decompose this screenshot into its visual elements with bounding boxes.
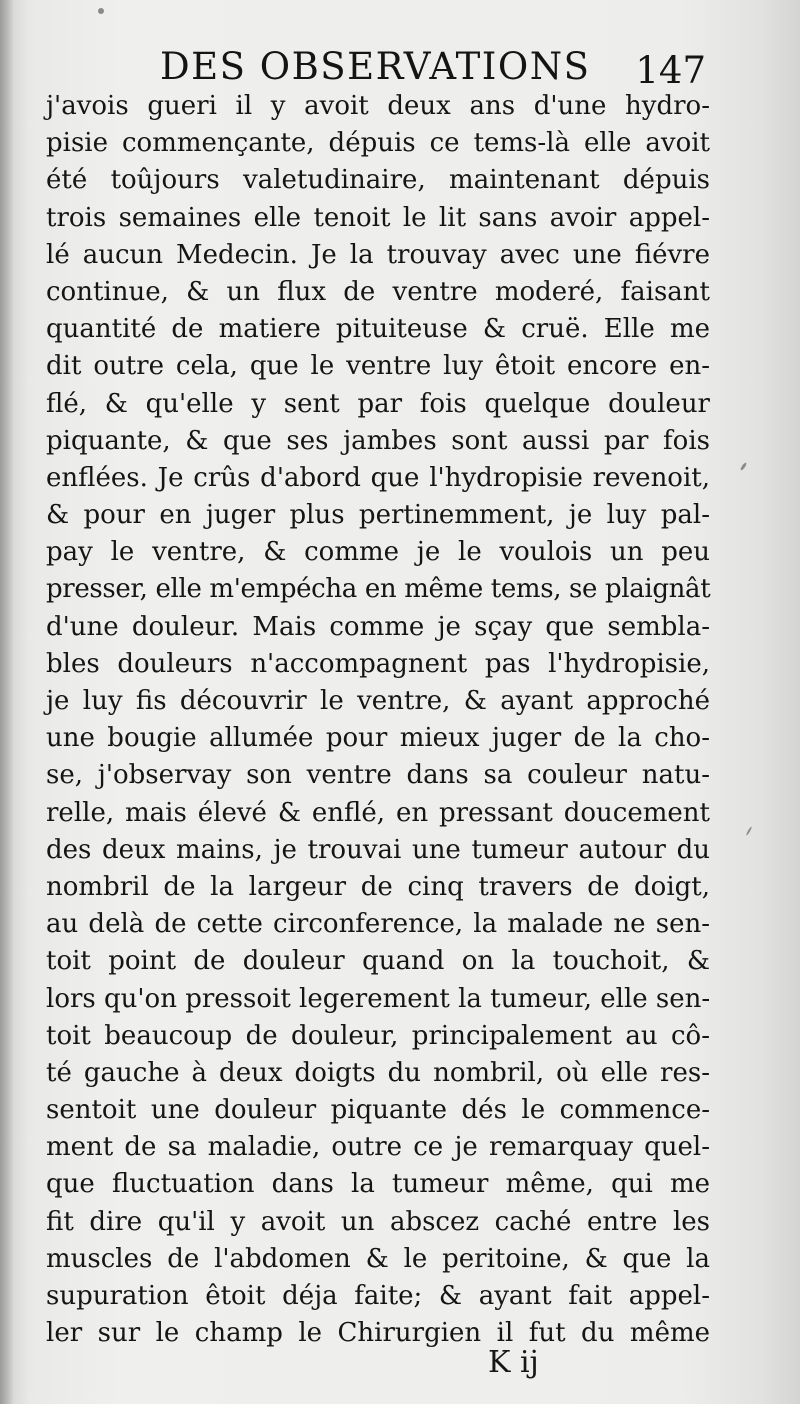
ink-speck [746,826,753,836]
text-line: se, j'observay son ventre dans sa couleur natu- [46,760,710,791]
text-line: quantité de matiere pituiteuse & cruë. Elle me [46,314,710,345]
text-line: bles douleurs n'accompagnent pas l'hydropisie, [46,648,710,679]
body-text [46,88,710,1352]
text-line: nombril de la largeur de cinq travers de doigt, [46,871,710,902]
text-line: que fluctuation dans la tumeur même, qui me [46,1169,710,1200]
ink-speck [740,462,748,471]
text-line: enflées. Je crûs d'abord que l'hydropisie revenoit, [46,462,710,493]
ink-speck [98,8,104,14]
text-line: sentoit une douleur piquante dés le commence- [46,1095,710,1126]
text-line: trois semaines elle tenoit le lit sans avoir appel- [46,202,710,233]
signature-mark: K ij [488,1345,539,1380]
text-line: continue, & un flux de ventre moderé, faisant [46,276,710,307]
text-line: toit point de douleur quand on la touchoit, & [46,946,710,977]
text-line: relle, mais élevé & enflé, en pressant doucement [46,797,710,828]
text-line: fit dire qu'il y avoit un abscez caché entre les [46,1206,710,1237]
text-line: toit beaucoup de douleur, principalement au cô- [46,1020,710,1051]
text-line: piquante, & que ses jambes sont aussi par fois [46,425,710,456]
text-line: presser, elle m'empécha en même tems, se plaignât [46,574,711,605]
text-line: té gauche à deux doigts du nombril, où elle res- [46,1057,710,1088]
page-number: 147 [635,49,706,92]
running-title: DES OBSERVATIONS [160,45,591,88]
text-line: pay le ventre, & comme je le voulois un peu [46,537,710,568]
text-line: supuration êtoit déja faite; & ayant fait appel- [46,1281,710,1311]
text-line: flé, & qu'elle y sent par fois quelque douleur [46,388,710,419]
text-line: lors qu'on pressoit legerement la tumeur, elle sen- [46,983,711,1014]
text-line: pisie commençante, dépuis ce tems-là elle avoit [46,128,710,159]
text-line: une bougie allumée pour mieux juger de la cho- [46,723,710,754]
text-line: au delà de cette circonference, la malade ne sen- [46,909,710,940]
text-line: muscles de l'abdomen & le peritoine, & que la [46,1243,710,1274]
text-line: ment de sa maladie, outre ce je remarquay quel- [46,1132,710,1163]
text-line: ler sur le champ le Chirurgien il fut du même [46,1318,710,1349]
text-line: je luy fis découvrir le ventre, & ayant approché [46,686,710,716]
text-line: j'avois gueri il y avoit deux ans d'une hydro- [46,91,710,121]
text-line: lé aucun Medecin. Je la trouvay avec une fiévre [46,239,710,270]
text-line: d'une douleur. Mais comme je sçay que sembla- [46,611,710,642]
text-line: dit outre cela, que le ventre luy êtoit encore en- [46,351,710,382]
text-line: & pour en juger plus pertinemment, je luy pal- [46,500,710,531]
text-line: des deux mains, je trouvai une tumeur autour du [46,834,710,865]
text-line: été toûjours valetudinaire, maintenant dépuis [46,165,710,196]
gutter-shadow [0,0,14,1404]
